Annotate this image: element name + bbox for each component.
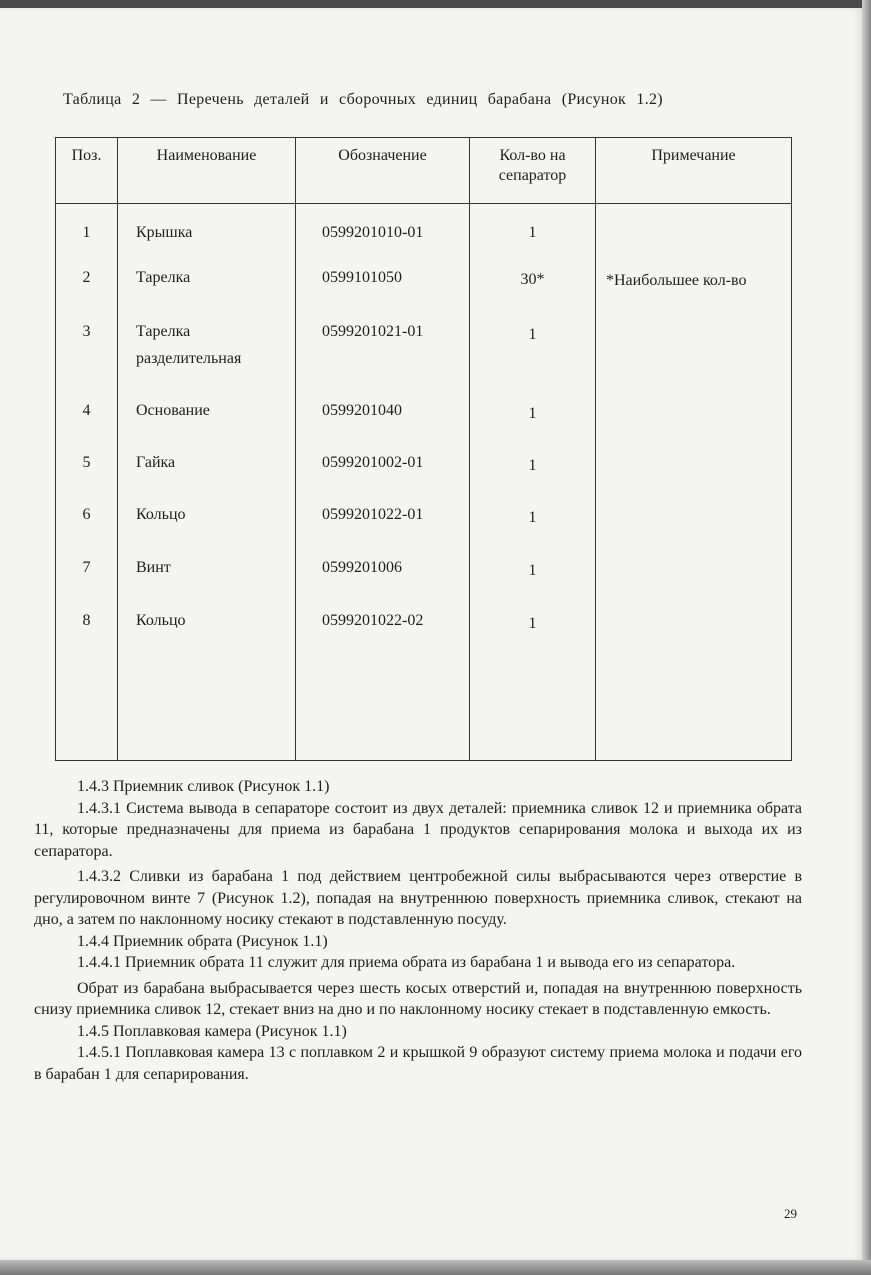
header-qty-line2: сепаратор: [498, 167, 567, 184]
table-row: [56, 607, 792, 761]
body-text: [34, 776, 802, 1085]
cell-name: Крышка: [118, 204, 296, 264]
cell-pos: 4: [56, 397, 118, 449]
cell-note: [596, 501, 792, 554]
cell-pos: 3: [56, 318, 118, 397]
scan-right-edge: [862, 0, 871, 1275]
cell-note: [596, 204, 792, 264]
cell-code: 0599201022-02: [296, 607, 470, 761]
cell-pos: 7: [56, 554, 118, 607]
cell-note: *Наибольшее кол-во: [596, 264, 792, 318]
cell-name: Гайка: [118, 449, 296, 501]
header-note: Примечание: [596, 138, 792, 204]
cell-pos: 2: [56, 264, 118, 318]
table-row: [56, 397, 792, 449]
cell-pos: 1: [56, 204, 118, 264]
cell-pos: 6: [56, 501, 118, 554]
cell-name: Винт: [118, 554, 296, 607]
cell-note: [596, 397, 792, 449]
parts-table: [55, 137, 792, 761]
header-qty: [470, 138, 596, 204]
paragraph-1-4-4-1: 1.4.4.1 Приемник обрата 11 служит для приема обрата из барабана 1 и вывода его из сепаратора.: [77, 954, 736, 971]
cell-code: 0599201022-01: [296, 501, 470, 554]
cell-qty: 1: [470, 397, 596, 449]
document-page: [0, 8, 862, 1260]
header-qty-line1: Кол-во на: [499, 147, 566, 164]
cell-pos: 8: [56, 607, 118, 761]
header-pos: Поз.: [56, 138, 118, 204]
table-header-row: [56, 138, 792, 204]
cell-name-line2: разделительная: [136, 349, 242, 367]
cell-code: 0599201002-01: [296, 449, 470, 501]
cell-qty: 1: [470, 607, 596, 761]
cell-name: Кольцо: [118, 607, 296, 761]
cell-note: [596, 554, 792, 607]
cell-code: 0599201040: [296, 397, 470, 449]
paragraph-1-4-5-1: 1.4.5.1 Поплавковая камера 13 с поплавком 2 и крышкой 9 образуют систему приема молока и подачи его в барабан 1 для сепарирования.: [34, 1044, 802, 1083]
cell-qty: 1: [470, 318, 596, 397]
scan-bottom-edge: [0, 1260, 871, 1275]
cell-code: 0599201006: [296, 554, 470, 607]
cell-note: [596, 449, 792, 501]
cell-qty: 30*: [470, 264, 596, 318]
cell-qty: 1: [470, 501, 596, 554]
scan-top-edge: [0, 0, 871, 8]
cell-name: Основание: [118, 397, 296, 449]
table-row: [56, 318, 792, 397]
cell-pos: 5: [56, 449, 118, 501]
section-heading-1-4-3: 1.4.3 Приемник сливок (Рисунок 1.1): [77, 778, 330, 795]
table-row: [56, 264, 792, 318]
cell-qty: 1: [470, 449, 596, 501]
cell-code: 0599201021-01: [296, 318, 470, 397]
cell-qty: 1: [470, 554, 596, 607]
paragraph-obrat: Обрат из барабана выбрасывается через шесть косых отверстий и, попадая на внутреннюю поверхность снизу приемника сливок 12, стекает вниз на дно и по наклонному носику стекает в подставленную емкость.: [34, 979, 802, 1018]
table-row: [56, 501, 792, 554]
paragraph-1-4-3-1: 1.4.3.1 Система вывода в сепараторе состоит из двух деталей: приемника сливок 12 и приемника обрата 11, которые предназначены для приема из барабана 1 продуктов сепарирования молока и выхода их из сепаратора.: [34, 799, 802, 860]
header-name: Наименование: [118, 138, 296, 204]
cell-code: 0599101050: [296, 264, 470, 318]
section-heading-1-4-4: 1.4.4 Приемник обрата (Рисунок 1.1): [77, 932, 328, 950]
cell-name: Тарелка: [118, 264, 296, 318]
table-row: [56, 204, 792, 264]
table-row: [56, 554, 792, 607]
page-number: 29: [784, 1206, 797, 1221]
table-caption: Таблица 2 — Перечень деталей и сборочных единиц барабана (Рисунок 1.2): [63, 91, 663, 108]
cell-note: [596, 318, 792, 397]
cell-note: [596, 607, 792, 761]
cell-name: Кольцо: [118, 501, 296, 554]
cell-name: [118, 318, 296, 397]
cell-code: 0599201010-01: [296, 204, 470, 264]
cell-qty: 1: [470, 204, 596, 264]
table-row: [56, 449, 792, 501]
cell-name-line1: Тарелка: [136, 322, 191, 340]
section-heading-1-4-5: 1.4.5 Поплавковая камера (Рисунок 1.1): [77, 1022, 347, 1040]
paragraph-1-4-3-2: 1.4.3.2 Сливки из барабана 1 под действием центробежной силы выбрасываются через отверстие в регулировочном винте 7 (Рисунок 1.2), попадая на внутреннюю поверхность приемника сливок, стекают на дно, а затем по наклонному носику стекают в подставленную посуду.: [34, 868, 802, 928]
header-code: Обозначение: [296, 138, 470, 204]
